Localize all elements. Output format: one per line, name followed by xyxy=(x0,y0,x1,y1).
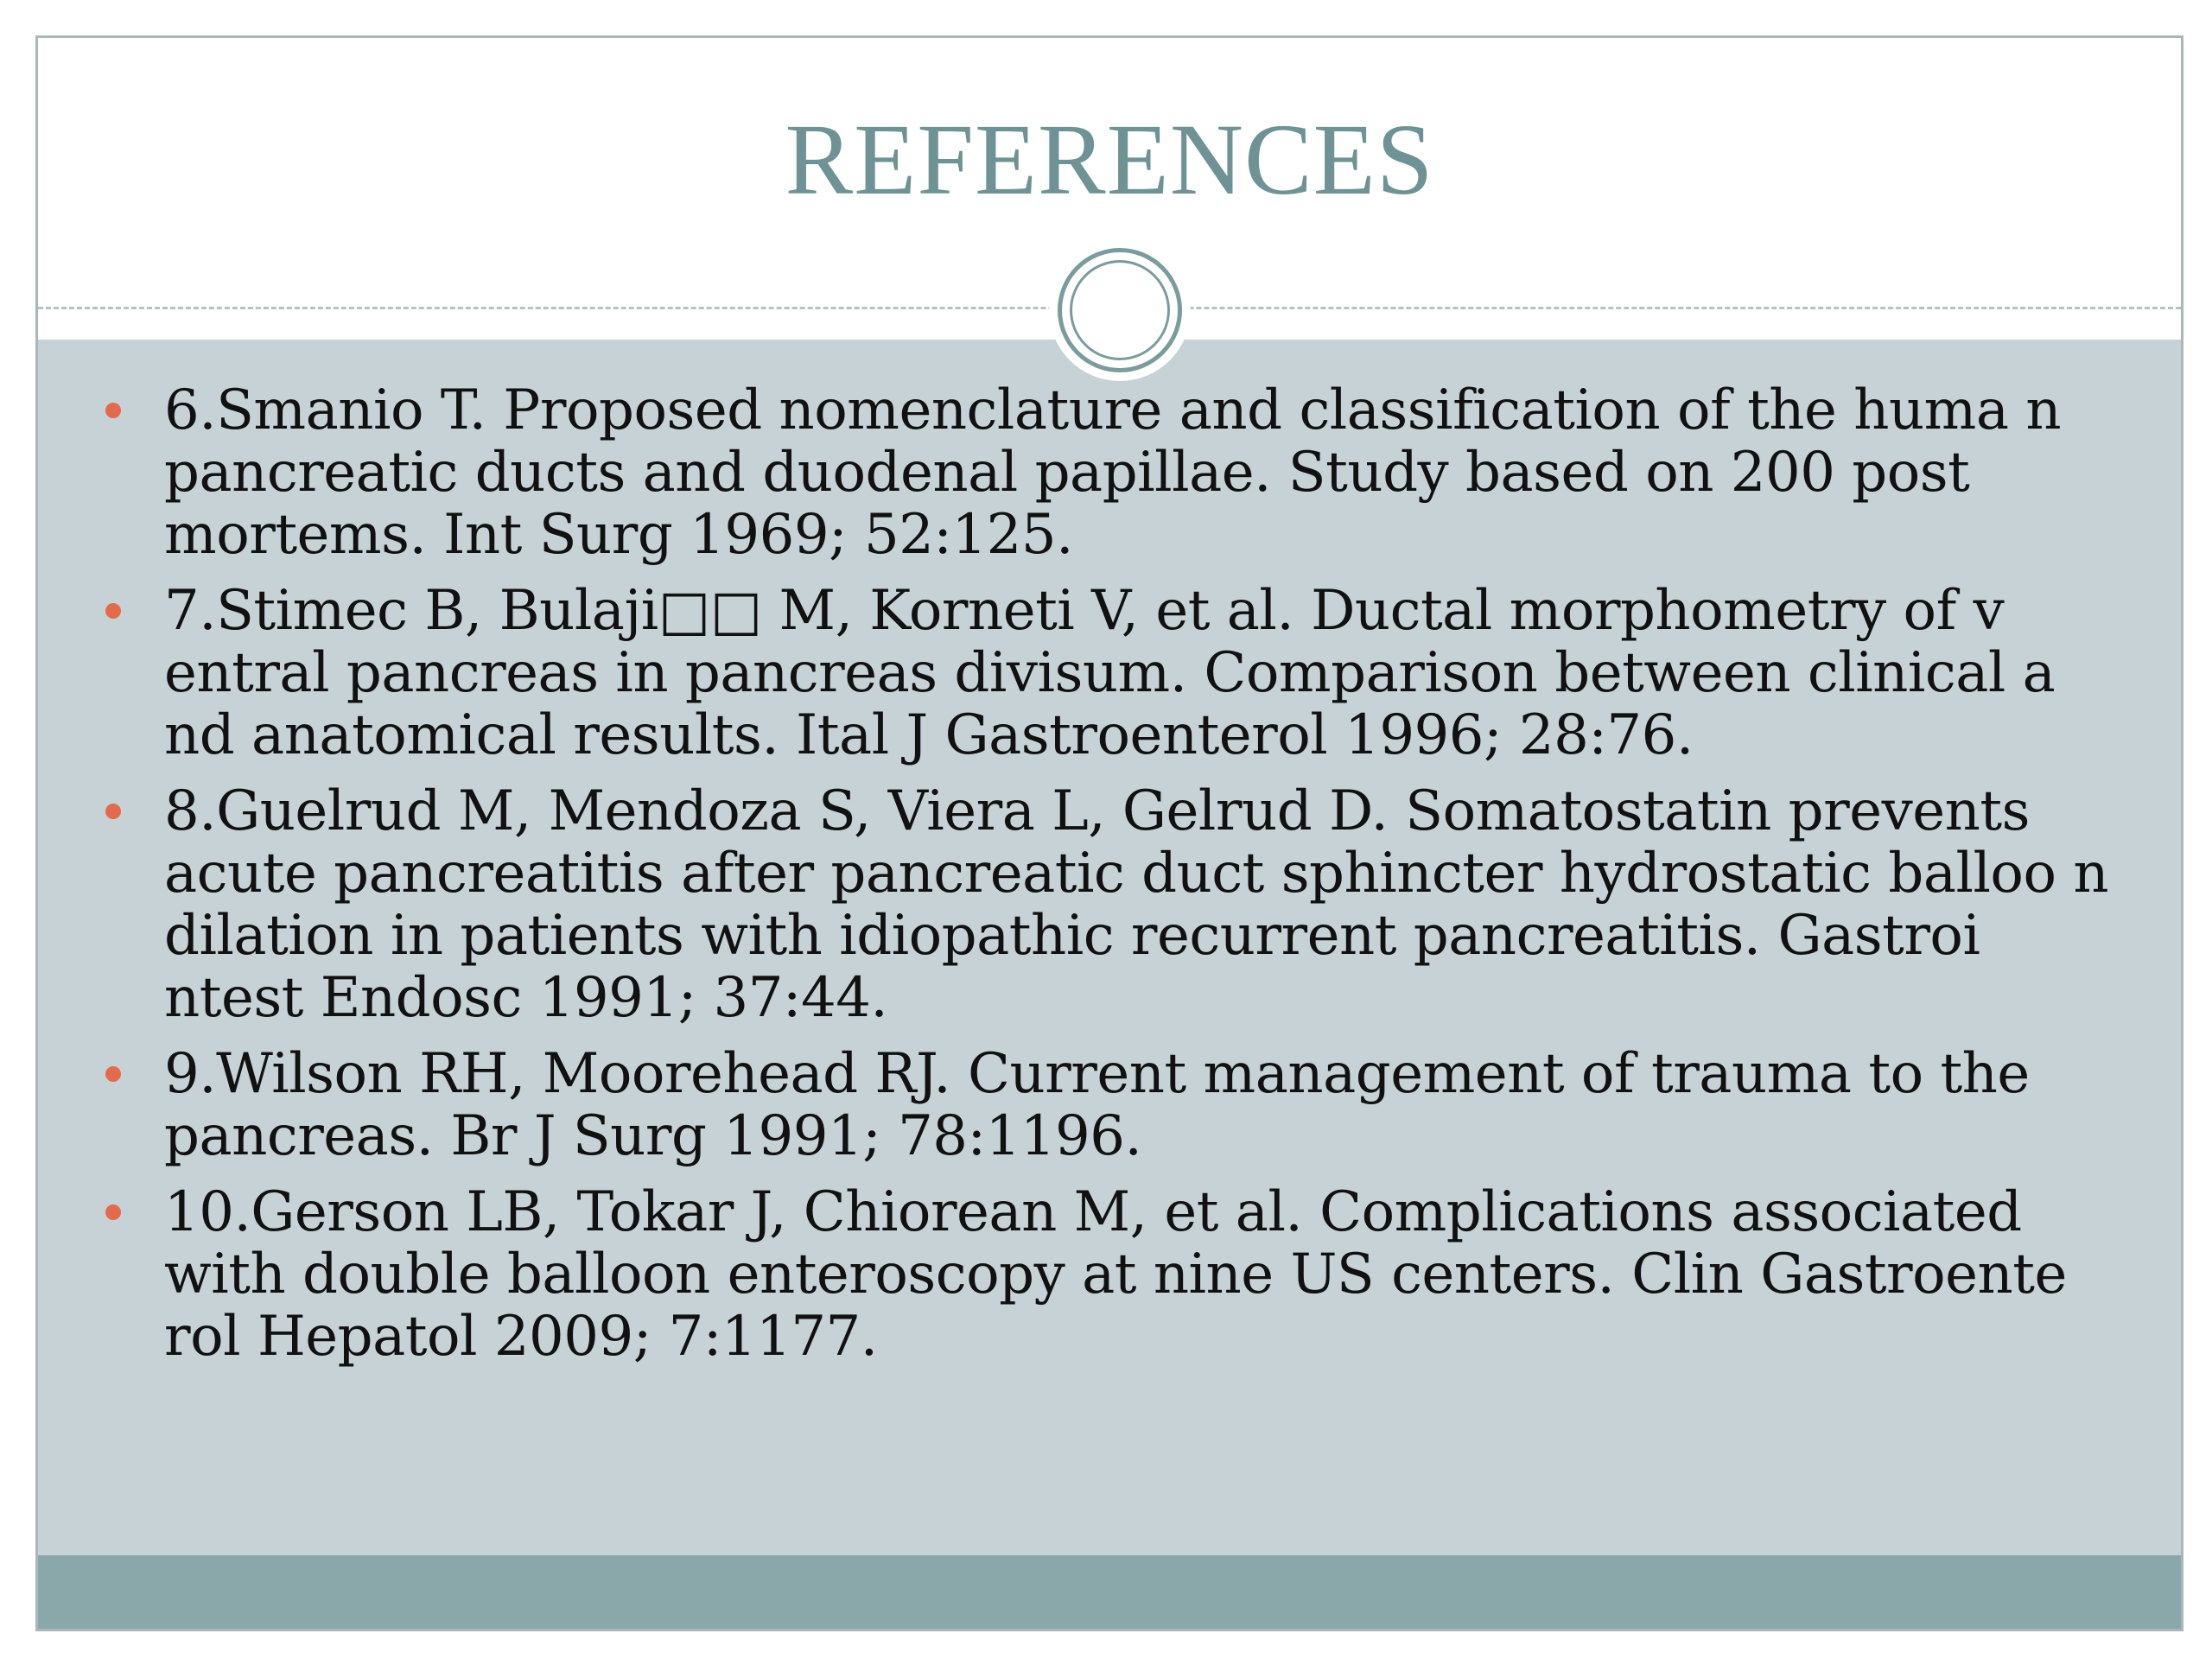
reference-text: 6.Smanio T. Proposed nomenclature and classification of the huma n pancreatic ducts and duodenal papillae. Study based on 200 post mortems. Int Surg 1969; 52:125. xyxy=(164,378,2062,567)
reference-item xyxy=(38,780,2181,1029)
bullet-dot-icon xyxy=(105,603,121,619)
reference-item xyxy=(38,580,2181,766)
reference-item xyxy=(38,1043,2181,1167)
reference-text: 7.Stimec B, Bulaji□□ M, Korneti V, et al. Ductal morphometry of v entral pancreas in pancreas divisum. Comparison between clinical a nd anatomical results. Ital J Gastroenterol 1996; 28:76. xyxy=(164,579,2056,767)
bullet-dot-icon xyxy=(105,1205,121,1220)
circle-ornament-inner-icon xyxy=(1070,260,1170,360)
slide xyxy=(35,35,2183,1631)
reference-text: 9.Wilson RH, Moorehead RJ. Current management of trauma to the pancreas. Br J Surg 1991; 78:1196. xyxy=(164,1042,2030,1168)
reference-text: 8.Guelrud M, Mendoza S, Viera L, Gelrud D. Somatostatin prevents acute pancreatitis after pancreatic duct sphincter hydrostatic balloo n dilation in patients with idiopathic recurrent pancreatitis. Gastroi ntest Endosc 1991; 37:44. xyxy=(164,779,2109,1030)
bullet-dot-icon xyxy=(105,1066,121,1082)
bullet-dot-icon xyxy=(105,804,121,819)
reference-item xyxy=(38,1181,2181,1368)
reference-item xyxy=(38,379,2181,566)
footer-bar xyxy=(38,1555,2181,1631)
reference-text: 10.Gerson LB, Tokar J, Chiorean M, et al. Complications associated with double balloon enteroscopy at nine US centers. Clin Gastroente rol Hepatol 2009; 7:1177. xyxy=(164,1180,2067,1369)
reference-list xyxy=(38,379,2181,1382)
slide-title: REFERENCES xyxy=(785,103,1434,216)
bullet-dot-icon xyxy=(105,403,121,418)
